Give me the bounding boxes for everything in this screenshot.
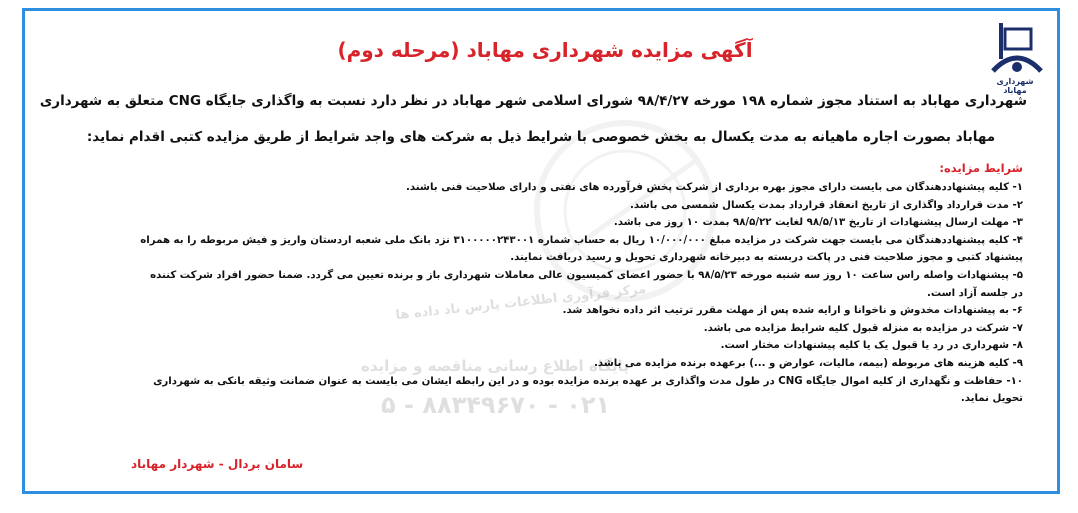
condition-line: ۹- کلیه هزینه های مربوطه (بیمه، مالیات، عوارض و ...) برعهده برنده مزایده می باشد. <box>593 357 1023 369</box>
conditions-list <box>63 179 1023 408</box>
condition-line: ۱۰- حفاظت و نگهداری از کلیه اموال جایگاه CNG در طول مدت واگذاری بر عهده برنده مزایده بوده و در این رابطه ایشان می بایست به عنوان ضمانت وثیقه بانکی به شهرداری <box>153 375 1023 387</box>
watermark-line-2: پایگاه اطلاع رسانی مناقصه و مزایده <box>361 357 629 375</box>
signature: سامان بردال - شهردار مهاباد <box>131 457 304 471</box>
page-title: آگهی مزایده شهرداری مهاباد (مرحله دوم) <box>337 38 753 62</box>
intro-line-1: شهرداری مهاباد به استناد مجوز شماره ۱۹۸ مورخه ۹۸/۴/۲۷ شورای اسلامی شهر مهاباد در نظر دارد نسبت به واگذاری جایگاه CNG متعلق به شهرداری <box>39 93 1027 109</box>
watermark-line-1: مرکز فرآوری اطلاعات پارس ناد داده ها <box>394 281 647 324</box>
condition-line: ۵- پیشنهادات واصله راس ساعت ۱۰ روز سه شنبه مورخه ۹۸/۵/۲۳ با حضور اعضای کمیسیون عالی معاملات شهرداری باز و برنده تعیین می گردد. ضمنا حضور افراد شرکت کننده <box>150 269 1023 281</box>
watermark-line-3: ۰۲۱ - ۸۸۳۴۹۶۷۰ - ۵ <box>381 391 611 419</box>
intro-line-2: مهاباد بصورت اجاره ماهیانه به مدت یکسال به بخش خصوصی با شرایط ذیل به شرکت های واجد شرایط از طریق مزایده کتبی اقدام نماید: <box>86 129 996 145</box>
condition-line: در جلسه آزاد است. <box>926 287 1023 299</box>
condition-line: ۱- کلیه پیشنهاددهندگان می بایست دارای مجوز بهره برداری از شرکت پخش فرآورده های نفتی و دارای صلاحیت فنی باشند. <box>406 182 1023 193</box>
condition-line: تحویل نماید. <box>960 393 1023 405</box>
advertisement-frame <box>22 8 1060 494</box>
condition-line: ۸- شهرداری در رد یا قبول یک یا کلیه پیشنهادات مختار است. <box>720 340 1023 352</box>
condition-line: ۲- مدت قرارداد واگذاری از تاریخ انعقاد قرارداد بمدت یکسال شمسی می باشد. <box>629 199 1023 211</box>
logo-caption: شهرداری مهاباد <box>996 77 1034 95</box>
conditions-heading: شرایط مزایده: <box>939 161 1023 175</box>
condition-line: ۶- به پیشنهادات مخدوش و ناخوانا و ارایه شده پس از مهلت مقرر ترتیب اثر داده نخواهد شد. <box>562 305 1023 317</box>
condition-line: پیشنهاد کتبی و مجوز صلاحیت فنی در پاکت دربسته به دبیرخانه شهرداری تحویل و رسید دریافت نمایند. <box>510 252 1023 264</box>
condition-line: ۷- شرکت در مزایده به منزله قبول کلیه شرایط مزایده می باشد. <box>703 322 1023 334</box>
condition-line: ۴- کلیه پیشنهاددهندگان می بایست جهت شرکت در مزایده مبلغ ۱۰/۰۰۰/۰۰۰ ریال به حساب شماره ۳۱۰۰۰۰۰۲۴۳۰۰۱ نزد بانک ملی شعبه اردستان واریز و فیش مربوطه را به همراه <box>140 234 1023 246</box>
condition-line: ۳- مهلت ارسال پیشنهادات از تاریخ ۹۸/۵/۱۳ لغایت ۹۸/۵/۲۲ بمدت ۱۰ روز می باشد. <box>613 217 1023 229</box>
